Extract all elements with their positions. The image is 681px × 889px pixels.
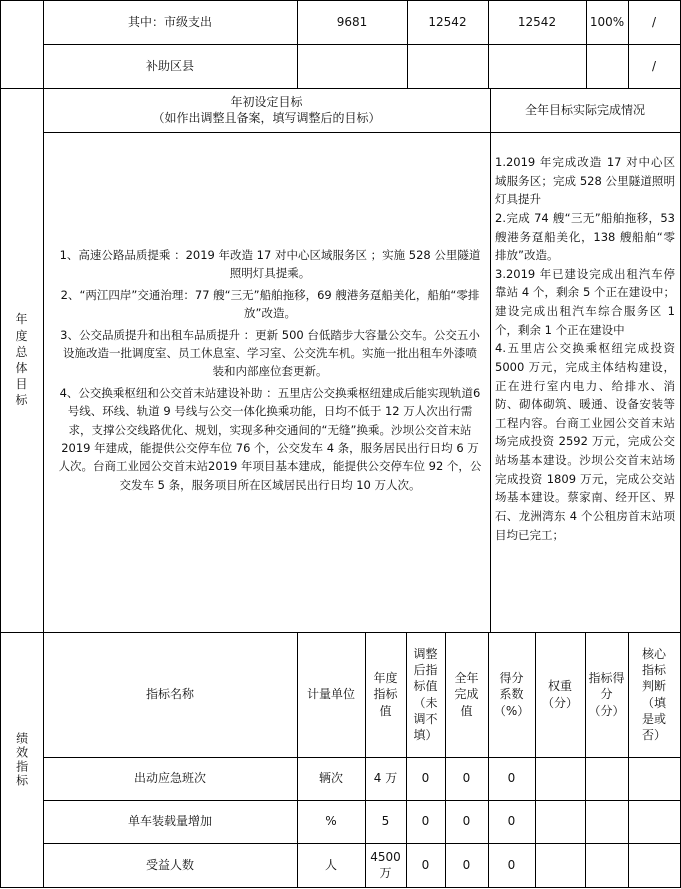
indicator-weight bbox=[535, 843, 585, 887]
actual-item: 3.2019 年已建设完成出租汽车停靠站 4 个，剩余 5 个正在建设中；建设完成出租汽车综合服务区 1 个，剩余 1 个正在建设中 bbox=[495, 266, 675, 337]
goal-item: 4、公交换乘枢纽和公交首末站建设补助 ：五里店公交换乘枢纽建成后能实现轨道6 号线、环线、轨道 9 号线与公交一体化换乘功能，日均不低于 12 万人次出行需求，支撑公交线路优化、规划，实现多种交通间的“无缝”换乘。沙坝公交首末站 2019 年建成，能提供公交停车位 76 个，公交发车 4 条，服务居民出行日均 6 万人次。台商工业园公交首末站2019 年项目基本建成，能提供公交停车位 92 个，公交发车 5 条，服务项目所在区域居民出行日均 10 万人次。 bbox=[58, 385, 482, 492]
indicator-coef: 0 bbox=[507, 771, 516, 786]
header-weight: 权重（分） bbox=[542, 679, 579, 710]
budget-cell bbox=[586, 44, 628, 88]
budget-cell: 9681 bbox=[336, 14, 368, 29]
budget-cell: 12542 bbox=[428, 14, 467, 29]
budget-cell: 100% bbox=[589, 14, 625, 29]
indicator-core bbox=[628, 757, 680, 800]
indicator-score bbox=[585, 757, 628, 800]
indicator-target: 5 bbox=[381, 814, 390, 829]
budget-cell: / bbox=[651, 14, 657, 29]
indicator-completed: 0 bbox=[462, 857, 471, 872]
budget-cell: 12542 bbox=[517, 14, 557, 29]
grid-line bbox=[490, 88, 491, 633]
goal-item: 3、公交品质提升和出租车品质提升 ：更新 500 台低踏步大容量公交车。公交五小设施改造一批调度室、员工休息室、学习室、公交洗车机。实施一批出租车外漆喷装和内部座位套更新。 bbox=[60, 327, 480, 379]
grid-line bbox=[43, 132, 681, 133]
indicator-name: 受益人数 bbox=[145, 857, 194, 872]
indicator-score bbox=[585, 843, 628, 887]
performance-label bbox=[0, 632, 43, 887]
header-score-coef: 得分系数（%） bbox=[493, 671, 530, 718]
header-completed: 全年完成值 bbox=[454, 671, 479, 718]
header-adjusted-target: 调整后指标值（未调不填） bbox=[413, 646, 438, 742]
indicator-score bbox=[585, 800, 628, 843]
indicator-target: 4500万 bbox=[370, 849, 401, 880]
budget-row-label: 补助区县 bbox=[145, 58, 194, 73]
indicator-name: 出动应急班次 bbox=[133, 771, 206, 786]
performance-label-text: 绩效指标 bbox=[14, 731, 29, 788]
indicator-unit: 辆次 bbox=[318, 771, 343, 786]
set-goal-header bbox=[43, 88, 490, 132]
actual-item: 2.完成 74 艘“三无”船舶拖移，53 艘港务趸船美化，138 艘船舶“零排放”改造。 bbox=[495, 210, 675, 263]
indicator-adjusted: 0 bbox=[421, 814, 430, 829]
grid-line bbox=[0, 887, 681, 888]
indicator-core bbox=[628, 800, 680, 843]
budget-cell bbox=[297, 44, 407, 88]
indicator-coef: 0 bbox=[507, 857, 516, 872]
budget-cell bbox=[407, 44, 488, 88]
actual-header: 全年目标实际完成情况 bbox=[524, 102, 645, 117]
header-core-judgement: 核心指标判断（填是或否） bbox=[641, 646, 666, 742]
goal-item: 1、高速公路品质提乘 ：2019 年改造 17 对中心区域服务区 ；实施 528 公里隧道照明灯具提乘。 bbox=[59, 248, 481, 281]
annual-goal-label bbox=[0, 88, 43, 632]
indicator-name: 单车装载量增加 bbox=[127, 814, 212, 829]
indicator-completed: 0 bbox=[462, 814, 471, 829]
indicator-weight bbox=[535, 757, 585, 800]
indicator-core bbox=[628, 843, 680, 887]
set-goal-subtitle: （如作出调整且备案，填写调整后的目标） bbox=[152, 111, 381, 125]
actual-item: 1.2019 年完成改造 17 对中心区域服务区；完成 528 公里隧道照明灯具提升 bbox=[495, 155, 675, 207]
indicator-completed: 0 bbox=[462, 771, 471, 786]
annual-goal-label-text: 年度总体目标 bbox=[15, 312, 28, 408]
indicator-weight bbox=[535, 800, 585, 843]
indicator-target: 4 万 bbox=[373, 771, 398, 786]
goal-item: 2、“两江四岸”交通治理：77 艘“三无”船舶拖移，69 艘港务趸船美化，船舶“零排放”改造。 bbox=[60, 287, 480, 321]
header-indicator-score: 指标得分（分） bbox=[588, 671, 625, 718]
indicator-coef: 0 bbox=[507, 814, 516, 829]
actual-content bbox=[495, 153, 675, 544]
header-unit: 计量单位 bbox=[306, 687, 355, 702]
header-annual-target: 年度指标值 bbox=[373, 671, 398, 718]
set-goal-title: 年初设定目标 bbox=[230, 94, 303, 109]
indicator-adjusted: 0 bbox=[421, 771, 430, 786]
indicator-unit: % bbox=[325, 814, 337, 829]
actual-item: 4.五里店公交换乘枢纽完成投资 5000 万元，完成主体结构建设，正在进行室内电力、给排水、消防、砌体砌筑、暖通、设备安装等工程内容。台商工业园公交首末站场完成投资 2592 万元，完成公交站场基本建设。沙坝公交首末站场完成投资 1809 万元，完成公交站场基本建设。蔡家南、经开区、界石、龙洲湾东 4 个公租房首末站项目均已完工； bbox=[495, 341, 675, 542]
budget-cell: / bbox=[651, 58, 657, 73]
budget-row-label: 其中：市级支出 bbox=[127, 14, 212, 29]
indicator-adjusted: 0 bbox=[421, 857, 430, 872]
indicator-unit: 人 bbox=[324, 857, 337, 872]
set-goal-content bbox=[58, 246, 482, 497]
budget-cell bbox=[488, 44, 586, 88]
header-indicator-name: 指标名称 bbox=[145, 687, 194, 702]
